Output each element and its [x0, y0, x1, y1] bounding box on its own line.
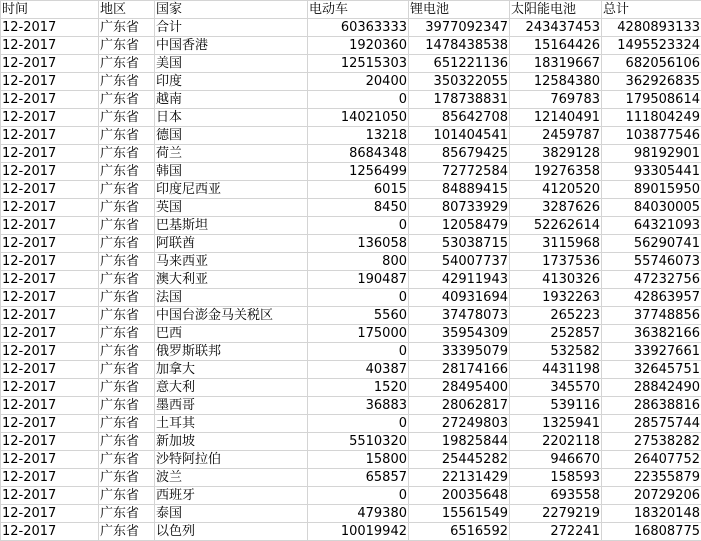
- cell-country[interactable]: 巴基斯坦: [155, 217, 308, 235]
- cell-lithium-battery[interactable]: 350322055: [409, 73, 510, 91]
- cell-time[interactable]: 12-2017: [1, 469, 99, 487]
- cell-country[interactable]: 马来西亚: [155, 253, 308, 271]
- cell-solar-cell[interactable]: 52262614: [510, 217, 602, 235]
- cell-country[interactable]: 阿联酋: [155, 235, 308, 253]
- cell-total[interactable]: 18320148: [602, 505, 701, 523]
- cell-time[interactable]: 12-2017: [1, 307, 99, 325]
- cell-total[interactable]: 111804249: [602, 109, 701, 127]
- cell-region[interactable]: 广东省: [99, 361, 155, 379]
- table-row: [1, 469, 701, 487]
- cell-lithium-battery[interactable]: 12058479: [409, 217, 510, 235]
- cell-total[interactable]: 22355879: [602, 469, 701, 487]
- cell-country[interactable]: 意大利: [155, 379, 308, 397]
- table-row: [1, 451, 701, 469]
- cell-ev[interactable]: 0: [308, 415, 409, 433]
- cell-solar-cell[interactable]: 2202118: [510, 433, 602, 451]
- cell-lithium-battery[interactable]: 20035648: [409, 487, 510, 505]
- cell-time[interactable]: 12-2017: [1, 91, 99, 109]
- cell-total[interactable]: 4280893133: [602, 19, 701, 37]
- cell-lithium-battery[interactable]: 3977092347: [409, 19, 510, 37]
- cell-lithium-battery[interactable]: 101404541: [409, 127, 510, 145]
- cell-time[interactable]: 12-2017: [1, 163, 99, 181]
- cell-ev[interactable]: 12515303: [308, 55, 409, 73]
- cell-total[interactable]: 47232756: [602, 271, 701, 289]
- cell-country[interactable]: 荷兰: [155, 145, 308, 163]
- cell-region[interactable]: 广东省: [99, 505, 155, 523]
- cell-ev[interactable]: 5510320: [308, 433, 409, 451]
- table-row: [1, 505, 701, 523]
- cell-total[interactable]: 28575744: [602, 415, 701, 433]
- cell-lithium-battery[interactable]: 54007737: [409, 253, 510, 271]
- cell-ev[interactable]: 65857: [308, 469, 409, 487]
- cell-region[interactable]: 广东省: [99, 109, 155, 127]
- cell-total[interactable]: 84030005: [602, 199, 701, 217]
- cell-country[interactable]: 巴西: [155, 325, 308, 343]
- cell-region[interactable]: 广东省: [99, 163, 155, 181]
- cell-lithium-battery[interactable]: 28174166: [409, 361, 510, 379]
- table-row: [1, 397, 701, 415]
- cell-country[interactable]: 以色列: [155, 523, 308, 541]
- table-row: [1, 487, 701, 505]
- cell-lithium-battery[interactable]: 72772584: [409, 163, 510, 181]
- cell-lithium-battery[interactable]: 22131429: [409, 469, 510, 487]
- cell-total[interactable]: 55746073: [602, 253, 701, 271]
- cell-time[interactable]: 12-2017: [1, 55, 99, 73]
- cell-time[interactable]: 12-2017: [1, 451, 99, 469]
- cell-ev[interactable]: 40387: [308, 361, 409, 379]
- cell-ev[interactable]: 8684348: [308, 145, 409, 163]
- cell-ev[interactable]: 10019942: [308, 523, 409, 541]
- cell-solar-cell[interactable]: 345570: [510, 379, 602, 397]
- cell-solar-cell[interactable]: 4130326: [510, 271, 602, 289]
- cell-total[interactable]: 42863957: [602, 289, 701, 307]
- cell-time[interactable]: 12-2017: [1, 181, 99, 199]
- cell-ev[interactable]: 20400: [308, 73, 409, 91]
- cell-country[interactable]: 美国: [155, 55, 308, 73]
- cell-total[interactable]: 27538282: [602, 433, 701, 451]
- cell-region[interactable]: 广东省: [99, 55, 155, 73]
- cell-region[interactable]: 广东省: [99, 217, 155, 235]
- table-row: [1, 289, 701, 307]
- cell-region[interactable]: 广东省: [99, 469, 155, 487]
- cell-country[interactable]: 印度尼西亚: [155, 181, 308, 199]
- cell-country[interactable]: 合计: [155, 19, 308, 37]
- cell-solar-cell[interactable]: 1737536: [510, 253, 602, 271]
- cell-time[interactable]: 12-2017: [1, 19, 99, 37]
- cell-solar-cell[interactable]: 272241: [510, 523, 602, 541]
- table-row: [1, 235, 701, 253]
- cell-time[interactable]: 12-2017: [1, 145, 99, 163]
- cell-region[interactable]: 广东省: [99, 451, 155, 469]
- cell-solar-cell[interactable]: 769783: [510, 91, 602, 109]
- cell-country[interactable]: 中国台澎金马关税区: [155, 307, 308, 325]
- table-row: [1, 109, 701, 127]
- table-row: [1, 379, 701, 397]
- cell-ev[interactable]: 479380: [308, 505, 409, 523]
- cell-total[interactable]: 64321093: [602, 217, 701, 235]
- cell-solar-cell[interactable]: 243437453: [510, 19, 602, 37]
- cell-total[interactable]: 362926835: [602, 73, 701, 91]
- table-row: [1, 181, 701, 199]
- cell-solar-cell[interactable]: 3287626: [510, 199, 602, 217]
- cell-solar-cell[interactable]: 2459787: [510, 127, 602, 145]
- cell-total[interactable]: 1495523324: [602, 37, 701, 55]
- table-row: [1, 271, 701, 289]
- cell-total[interactable]: 37748856: [602, 307, 701, 325]
- cell-total[interactable]: 98192901: [602, 145, 701, 163]
- table-row: [1, 163, 701, 181]
- cell-time[interactable]: 12-2017: [1, 127, 99, 145]
- cell-country[interactable]: 加拿大: [155, 361, 308, 379]
- cell-lithium-battery[interactable]: 15561549: [409, 505, 510, 523]
- cell-region[interactable]: 广东省: [99, 199, 155, 217]
- cell-solar-cell[interactable]: 3115968: [510, 235, 602, 253]
- cell-lithium-battery[interactable]: 40931694: [409, 289, 510, 307]
- cell-total[interactable]: 103877546: [602, 127, 701, 145]
- cell-ev[interactable]: 15800: [308, 451, 409, 469]
- cell-lithium-battery[interactable]: 651221136: [409, 55, 510, 73]
- cell-total[interactable]: 32645751: [602, 361, 701, 379]
- cell-country[interactable]: 德国: [155, 127, 308, 145]
- header-total[interactable]: 总计: [602, 1, 701, 19]
- cell-solar-cell[interactable]: 4120520: [510, 181, 602, 199]
- cell-total[interactable]: 16808775: [602, 523, 701, 541]
- cell-country[interactable]: 波兰: [155, 469, 308, 487]
- cell-time[interactable]: 12-2017: [1, 433, 99, 451]
- cell-region[interactable]: 广东省: [99, 523, 155, 541]
- cell-country[interactable]: 中国香港: [155, 37, 308, 55]
- cell-ev[interactable]: 8450: [308, 199, 409, 217]
- cell-ev[interactable]: 5560: [308, 307, 409, 325]
- cell-region[interactable]: 广东省: [99, 91, 155, 109]
- cell-time[interactable]: 12-2017: [1, 73, 99, 91]
- cell-country[interactable]: 俄罗斯联邦: [155, 343, 308, 361]
- cell-country[interactable]: 越南: [155, 91, 308, 109]
- cell-time[interactable]: 12-2017: [1, 217, 99, 235]
- cell-region[interactable]: 广东省: [99, 37, 155, 55]
- table-row: [1, 523, 701, 541]
- cell-ev[interactable]: 1920360: [308, 37, 409, 55]
- cell-lithium-battery[interactable]: 25445282: [409, 451, 510, 469]
- cell-country[interactable]: 土耳其: [155, 415, 308, 433]
- cell-lithium-battery[interactable]: 19825844: [409, 433, 510, 451]
- cell-country[interactable]: 韩国: [155, 163, 308, 181]
- cell-ev[interactable]: 36883: [308, 397, 409, 415]
- cell-region[interactable]: 广东省: [99, 307, 155, 325]
- cell-total[interactable]: 36382166: [602, 325, 701, 343]
- cell-region[interactable]: 广东省: [99, 379, 155, 397]
- cell-total[interactable]: 682056106: [602, 55, 701, 73]
- table-row: [1, 73, 701, 91]
- cell-solar-cell[interactable]: 12140491: [510, 109, 602, 127]
- cell-time[interactable]: 12-2017: [1, 271, 99, 289]
- table-row: [1, 433, 701, 451]
- cell-solar-cell[interactable]: 15164426: [510, 37, 602, 55]
- cell-ev[interactable]: 1256499: [308, 163, 409, 181]
- cell-solar-cell[interactable]: 12584380: [510, 73, 602, 91]
- cell-country[interactable]: 西班牙: [155, 487, 308, 505]
- cell-time[interactable]: 12-2017: [1, 505, 99, 523]
- table-row: [1, 307, 701, 325]
- cell-solar-cell[interactable]: 946670: [510, 451, 602, 469]
- header-ev[interactable]: 电动车: [308, 1, 409, 19]
- cell-lithium-battery[interactable]: 53038715: [409, 235, 510, 253]
- cell-ev[interactable]: 1520: [308, 379, 409, 397]
- cell-solar-cell[interactable]: 18319667: [510, 55, 602, 73]
- cell-country[interactable]: 英国: [155, 199, 308, 217]
- cell-region[interactable]: 广东省: [99, 289, 155, 307]
- cell-region[interactable]: 广东省: [99, 397, 155, 415]
- cell-lithium-battery[interactable]: 35954309: [409, 325, 510, 343]
- table-row: [1, 19, 701, 37]
- cell-solar-cell[interactable]: 693558: [510, 487, 602, 505]
- cell-region[interactable]: 广东省: [99, 487, 155, 505]
- cell-lithium-battery[interactable]: 84889415: [409, 181, 510, 199]
- cell-region[interactable]: 广东省: [99, 415, 155, 433]
- cell-lithium-battery[interactable]: 85679425: [409, 145, 510, 163]
- cell-lithium-battery[interactable]: 37478073: [409, 307, 510, 325]
- cell-lithium-battery[interactable]: 28062817: [409, 397, 510, 415]
- cell-total[interactable]: 56290741: [602, 235, 701, 253]
- cell-ev[interactable]: 60363333: [308, 19, 409, 37]
- table-row: [1, 91, 701, 109]
- cell-time[interactable]: 12-2017: [1, 523, 99, 541]
- cell-total[interactable]: 28842490: [602, 379, 701, 397]
- cell-solar-cell[interactable]: 2279219: [510, 505, 602, 523]
- cell-country[interactable]: 新加坡: [155, 433, 308, 451]
- cell-total[interactable]: 20729206: [602, 487, 701, 505]
- header-row: [1, 1, 701, 19]
- cell-country[interactable]: 沙特阿拉伯: [155, 451, 308, 469]
- cell-region[interactable]: 广东省: [99, 253, 155, 271]
- cell-country[interactable]: 法国: [155, 289, 308, 307]
- cell-time[interactable]: 12-2017: [1, 325, 99, 343]
- header-solar-cell[interactable]: 太阳能电池: [510, 1, 602, 19]
- cell-region[interactable]: 广东省: [99, 235, 155, 253]
- cell-time[interactable]: 12-2017: [1, 397, 99, 415]
- table-row: [1, 415, 701, 433]
- cell-time[interactable]: 12-2017: [1, 487, 99, 505]
- cell-lithium-battery[interactable]: 178738831: [409, 91, 510, 109]
- cell-ev[interactable]: 0: [308, 487, 409, 505]
- cell-ev[interactable]: 0: [308, 343, 409, 361]
- cell-solar-cell[interactable]: 3829128: [510, 145, 602, 163]
- table-row: [1, 199, 701, 217]
- cell-time[interactable]: 12-2017: [1, 289, 99, 307]
- cell-ev[interactable]: 6015: [308, 181, 409, 199]
- cell-time[interactable]: 12-2017: [1, 361, 99, 379]
- table-row: [1, 325, 701, 343]
- table-row: [1, 217, 701, 235]
- cell-time[interactable]: 12-2017: [1, 415, 99, 433]
- cell-solar-cell[interactable]: 265223: [510, 307, 602, 325]
- cell-country[interactable]: 墨西哥: [155, 397, 308, 415]
- cell-ev[interactable]: 190487: [308, 271, 409, 289]
- table-row: [1, 55, 701, 73]
- cell-region[interactable]: 广东省: [99, 325, 155, 343]
- cell-country[interactable]: 印度: [155, 73, 308, 91]
- cell-total[interactable]: 28638816: [602, 397, 701, 415]
- table-row: [1, 253, 701, 271]
- cell-ev[interactable]: 0: [308, 91, 409, 109]
- cell-region[interactable]: 广东省: [99, 271, 155, 289]
- cell-solar-cell[interactable]: 532582: [510, 343, 602, 361]
- cell-time[interactable]: 12-2017: [1, 379, 99, 397]
- cell-total[interactable]: 26407752: [602, 451, 701, 469]
- cell-lithium-battery[interactable]: 80733929: [409, 199, 510, 217]
- header-lithium-battery[interactable]: 锂电池: [409, 1, 510, 19]
- table-row: [1, 37, 701, 55]
- cell-ev[interactable]: 800: [308, 253, 409, 271]
- cell-lithium-battery[interactable]: 85642708: [409, 109, 510, 127]
- cell-ev[interactable]: 13218: [308, 127, 409, 145]
- cell-ev[interactable]: 136058: [308, 235, 409, 253]
- cell-solar-cell[interactable]: 1325941: [510, 415, 602, 433]
- table-row: [1, 343, 701, 361]
- cell-solar-cell[interactable]: 19276358: [510, 163, 602, 181]
- cell-time[interactable]: 12-2017: [1, 199, 99, 217]
- cell-solar-cell[interactable]: 4431198: [510, 361, 602, 379]
- cell-lithium-battery[interactable]: 33395079: [409, 343, 510, 361]
- table-row: [1, 145, 701, 163]
- cell-region[interactable]: 广东省: [99, 343, 155, 361]
- cell-ev[interactable]: 0: [308, 217, 409, 235]
- cell-region[interactable]: 广东省: [99, 73, 155, 91]
- cell-solar-cell[interactable]: 158593: [510, 469, 602, 487]
- cell-lithium-battery[interactable]: 28495400: [409, 379, 510, 397]
- cell-region[interactable]: 广东省: [99, 181, 155, 199]
- cell-country[interactable]: 泰国: [155, 505, 308, 523]
- cell-total[interactable]: 179508614: [602, 91, 701, 109]
- cell-lithium-battery[interactable]: 1478438538: [409, 37, 510, 55]
- cell-time[interactable]: 12-2017: [1, 253, 99, 271]
- cell-time[interactable]: 12-2017: [1, 109, 99, 127]
- cell-solar-cell[interactable]: 252857: [510, 325, 602, 343]
- cell-ev[interactable]: 175000: [308, 325, 409, 343]
- cell-total[interactable]: 33927661: [602, 343, 701, 361]
- cell-region[interactable]: 广东省: [99, 433, 155, 451]
- cell-solar-cell[interactable]: 539116: [510, 397, 602, 415]
- cell-time[interactable]: 12-2017: [1, 235, 99, 253]
- cell-time[interactable]: 12-2017: [1, 343, 99, 361]
- table-row: [1, 361, 701, 379]
- cell-lithium-battery[interactable]: 42911943: [409, 271, 510, 289]
- cell-lithium-battery[interactable]: 27249803: [409, 415, 510, 433]
- cell-solar-cell[interactable]: 1932263: [510, 289, 602, 307]
- cell-total[interactable]: 89015950: [602, 181, 701, 199]
- cell-lithium-battery[interactable]: 6516592: [409, 523, 510, 541]
- cell-ev[interactable]: 0: [308, 289, 409, 307]
- cell-country[interactable]: 日本: [155, 109, 308, 127]
- cell-region[interactable]: 广东省: [99, 127, 155, 145]
- header-country[interactable]: 国家: [155, 1, 308, 19]
- table-row: [1, 127, 701, 145]
- cell-country[interactable]: 澳大利亚: [155, 271, 308, 289]
- header-region[interactable]: 地区: [99, 1, 155, 19]
- cell-region[interactable]: 广东省: [99, 145, 155, 163]
- cell-total[interactable]: 93305441: [602, 163, 701, 181]
- header-time[interactable]: 时间: [1, 1, 99, 19]
- cell-ev[interactable]: 14021050: [308, 109, 409, 127]
- cell-region[interactable]: 广东省: [99, 19, 155, 37]
- cell-time[interactable]: 12-2017: [1, 37, 99, 55]
